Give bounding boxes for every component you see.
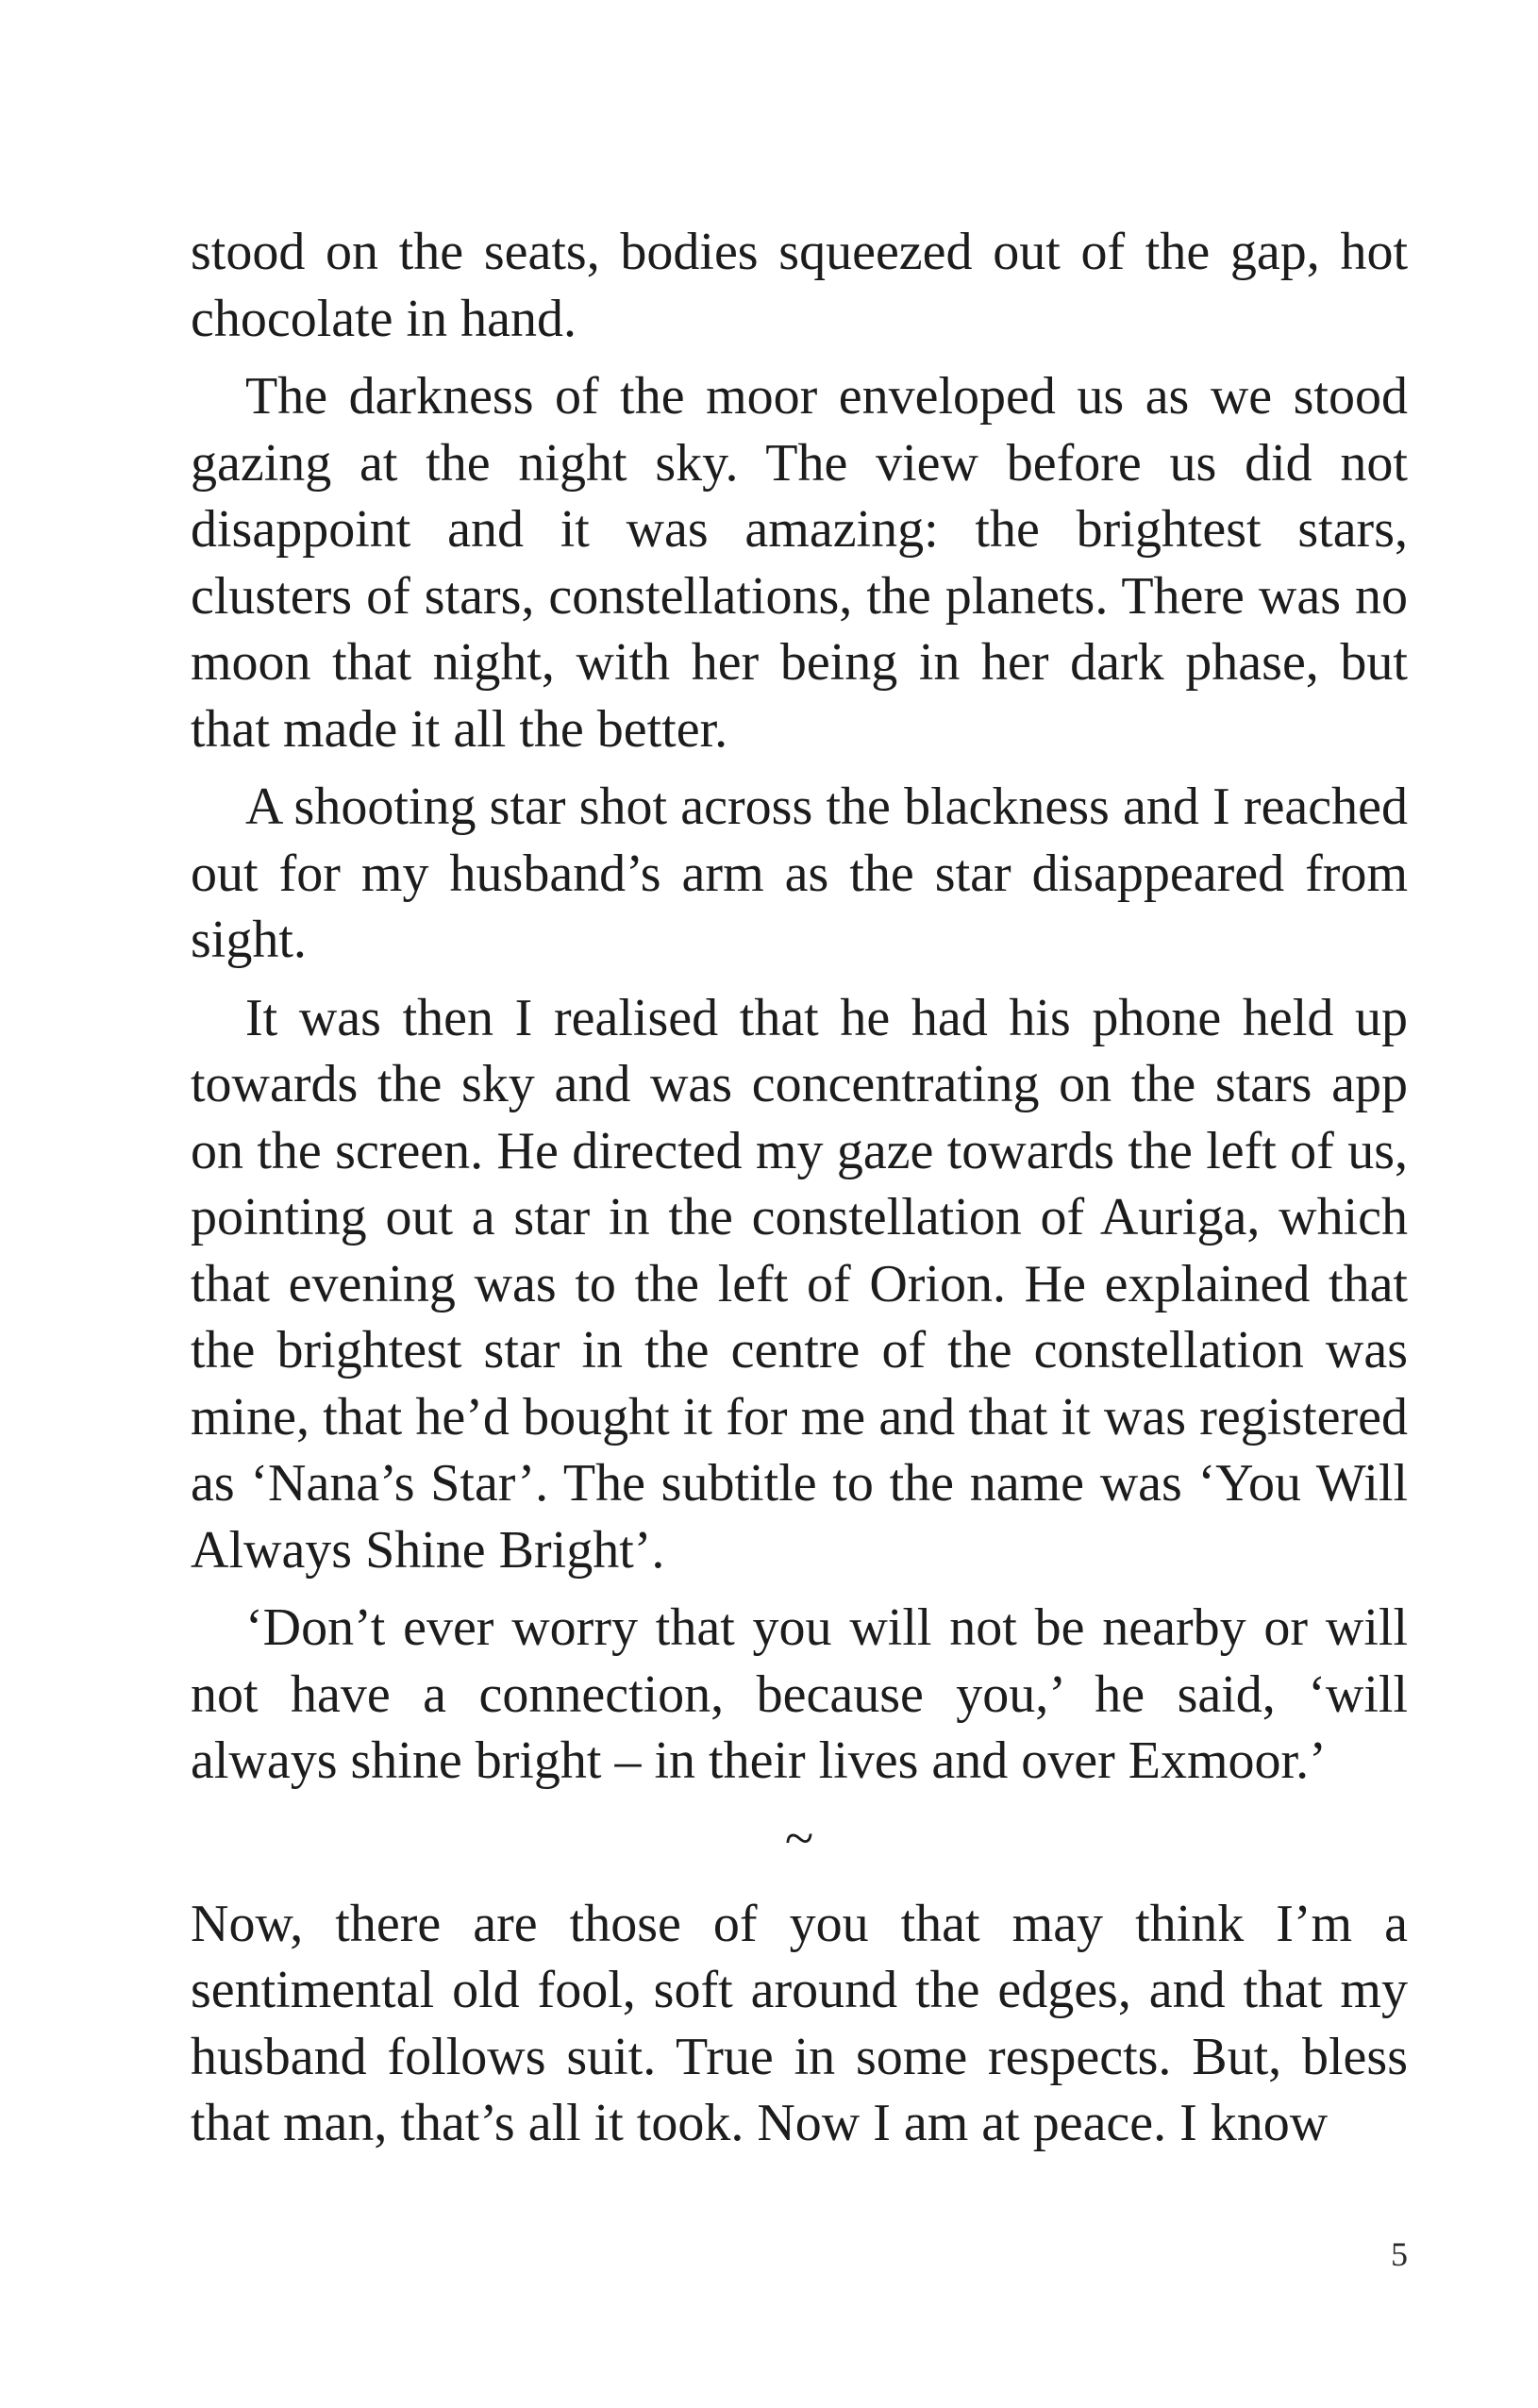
section-separator: ~ bbox=[784, 1809, 814, 1868]
body-text bbox=[191, 219, 1408, 2168]
paragraph: A shooting star shot across the blackness and I reached out for my husband’s arm as the star disappeared from sight. bbox=[191, 778, 1408, 969]
paragraph: stood on the seats, bodies squeezed out of the gap, hot chocolate in hand. bbox=[191, 223, 1408, 348]
paragraph: The darkness of the moor enveloped us as we stood gazing at the night sky. The view before us did not disappoint and it was amazing: the brightest stars, clusters of stars, constellations, the planets. There was no moon that night, with her being in her dark phase, but that made it all the better. bbox=[191, 367, 1408, 759]
page-number: 5 bbox=[1391, 2235, 1408, 2273]
paragraph: Now, there are those of you that may think I’m a sentimental old fool, soft around the edges, and that my husband follows suit. True in some respects. But, bless that man, that’s all it took. Now I am at peace. I know bbox=[191, 1894, 1408, 2152]
paragraph: It was then I realised that he had his phone held up towards the sky and was concentrating on the stars app on the screen. He directed my gaze towards the left of us, pointing out a star in the constellation of Auriga, which that evening was to the left of Orion. He explained that the brightest star in the centre of the constellation was mine, that he’d bought it for me and that it was registered as ‘Nana’s Star’. The subtitle to the name was ‘You Will Always Shine Bright’. bbox=[191, 988, 1408, 1580]
paragraph: ‘Don’t ever worry that you will not be nearby or will not have a connection, because you,’ he said, ‘will always shine bright – in their lives and over Exmoor.’ bbox=[191, 1598, 1408, 1790]
